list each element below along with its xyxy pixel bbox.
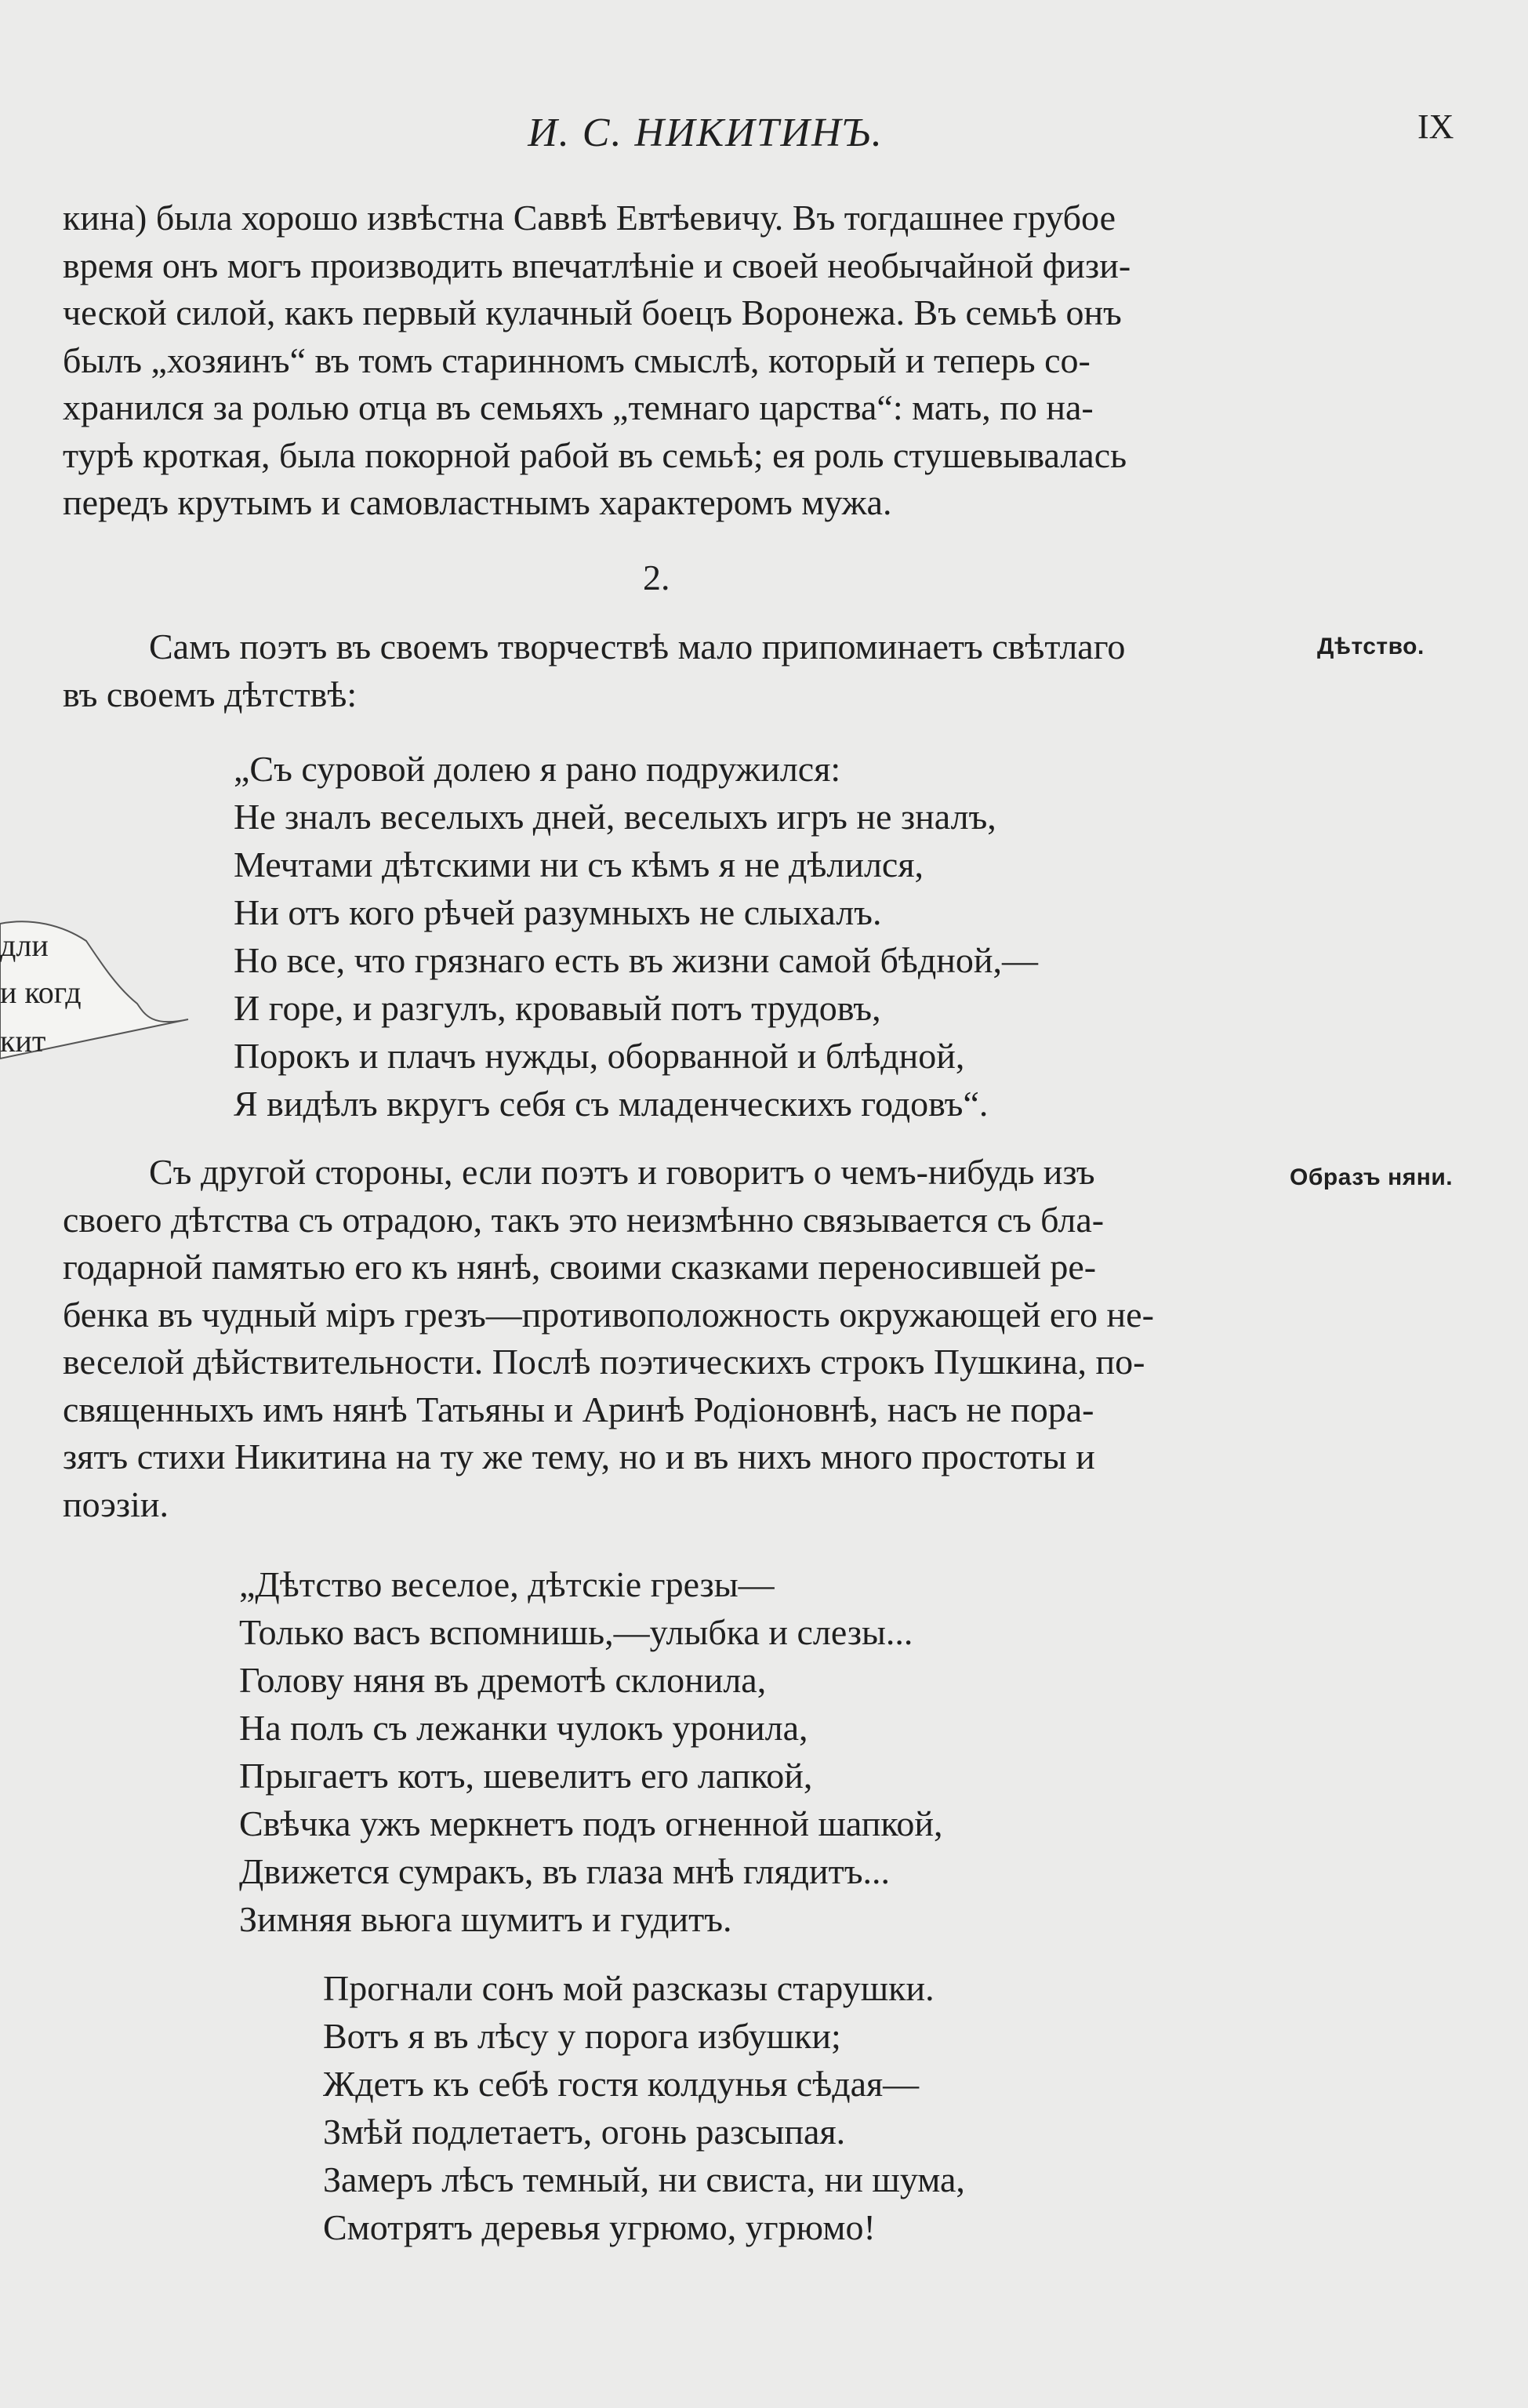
page-number: IX [1417, 107, 1454, 146]
poem-line: Замеръ лѣсъ темный, ни свиста, ни шума, [323, 2159, 965, 2199]
torn-page-fragment [0, 910, 204, 1066]
poem-childhood-stanza-1 [239, 1560, 942, 1943]
text-line: бенка въ чудный міръ грезъ—противоположность окружающей его не- [63, 1294, 1154, 1335]
text-line: турѣ кроткая, была покорной рабой въ семьѣ; ея роль стушевывалась [63, 434, 1127, 475]
poem-line: Ни отъ кого рѣчей разумныхъ не слыхалъ. [234, 892, 882, 932]
poem-line: Смотрятъ деревья угрюмо, угрюмо! [323, 2207, 876, 2247]
poem-line: Движется сумракъ, въ глаза мнѣ глядитъ... [239, 1851, 891, 1891]
poem-line: Ждетъ къ себѣ гостя колдунья сѣдая— [323, 2064, 920, 2104]
text-line: Самъ поэтъ въ своемъ творчествѣ мало припоминаетъ свѣтлаго [149, 627, 1126, 666]
paragraph-nanny [63, 1149, 1258, 1528]
poem-line: Змѣй подлетаетъ, огонь разсыпая. [323, 2112, 846, 2152]
text-line: священныхъ имъ нянѣ Татьяны и Аринѣ Родіоновнѣ, насъ не пора- [63, 1389, 1094, 1429]
margin-note-nanny: Образъ няни. [1290, 1164, 1454, 1190]
poem-line: Зимняя вьюга шумитъ и гудитъ. [239, 1899, 732, 1939]
paragraph-family [63, 194, 1258, 527]
margin-note-childhood: Дѣтство. [1317, 634, 1425, 659]
text-line: своего дѣтства съ отрадою, такъ это неизмѣнно связывается съ бла- [63, 1199, 1105, 1240]
text-line: кина) была хорошо извѣстна Саввѣ Евтѣевичу. Въ тогдашнее грубое [63, 198, 1116, 238]
poem-line: И горе, и разгулъ, кровавый потъ трудовъ, [234, 988, 881, 1028]
text-line: ческой силой, какъ первый кулачный боецъ Воронежа. Въ семьѣ онъ [63, 292, 1122, 332]
text-line: Съ другой стороны, если поэтъ и говоритъ о чемъ-нибудь изъ [149, 1152, 1095, 1192]
text-line: веселой дѣйствительности. Послѣ поэтическихъ строкъ Пушкина, по- [63, 1342, 1145, 1382]
poem-line: Порокъ и плачъ нужды, оборванной и блѣдной, [234, 1036, 965, 1076]
text-line: время онъ могъ производить впечатлѣніе и своей необычайной физи- [63, 245, 1131, 285]
poem-line: Прыгаетъ котъ, шевелитъ его лапкой, [239, 1756, 813, 1796]
paragraph-childhood [63, 623, 1258, 718]
poem-line: „Съ суровой долею я рано подружился: [234, 749, 841, 789]
poem-line: Голову няня въ дремотѣ склонила, [239, 1660, 767, 1700]
poem-line: Свѣчка ужъ меркнетъ подъ огненной шапкой, [239, 1803, 943, 1843]
text-line: зятъ стихи Никитина на ту же тему, но и въ нихъ много простоты и [63, 1436, 1095, 1476]
running-title: И. С. НИКИТИНЪ. [528, 111, 884, 155]
fragment-line: и когд [0, 975, 82, 1010]
poem-harsh-fate [234, 745, 1038, 1128]
text-line: хранился за ролью отца въ семьяхъ „темнаго царства“: мать, по на- [63, 387, 1094, 427]
text-line: передъ крутымъ и самовластнымъ характеромъ мужа. [63, 482, 892, 522]
poem-line: Не зналъ веселыхъ дней, веселыхъ игръ не зналъ, [234, 797, 996, 837]
poem-line: „Дѣтство веселое, дѣтскіе грезы— [239, 1564, 775, 1604]
poem-line: На полъ съ лежанки чулокъ уронила, [239, 1708, 808, 1748]
poem-line: Только васъ вспомнишь,—улыбка и слезы... [239, 1612, 913, 1652]
text-line: годарной памятью его къ нянѣ, своими сказками переносившей ре- [63, 1247, 1097, 1287]
poem-line: Вотъ я въ лѣсу у порога избушки; [323, 2016, 841, 2056]
text-line: поэзіи. [63, 1484, 169, 1524]
text-line: въ своемъ дѣтствѣ: [63, 674, 358, 714]
fragment-line: дли [0, 928, 49, 963]
fragment-line: кит [0, 1023, 46, 1059]
section-number: 2. [643, 558, 670, 597]
text-line: былъ „хозяинъ“ въ томъ старинномъ смыслѣ, который и теперь со- [63, 340, 1091, 380]
poem-childhood-stanza-2 [323, 1964, 965, 2251]
poem-line: Мечтами дѣтскими ни съ кѣмъ я не дѣлился, [234, 844, 924, 884]
poem-line: Я видѣлъ вкругъ себя съ младенческихъ годовъ“. [234, 1084, 989, 1124]
poem-line: Но все, что грязнаго есть въ жизни самой бѣдной,— [234, 940, 1039, 980]
poem-line: Прогнали сонъ мой разсказы старушки. [323, 1968, 935, 2008]
